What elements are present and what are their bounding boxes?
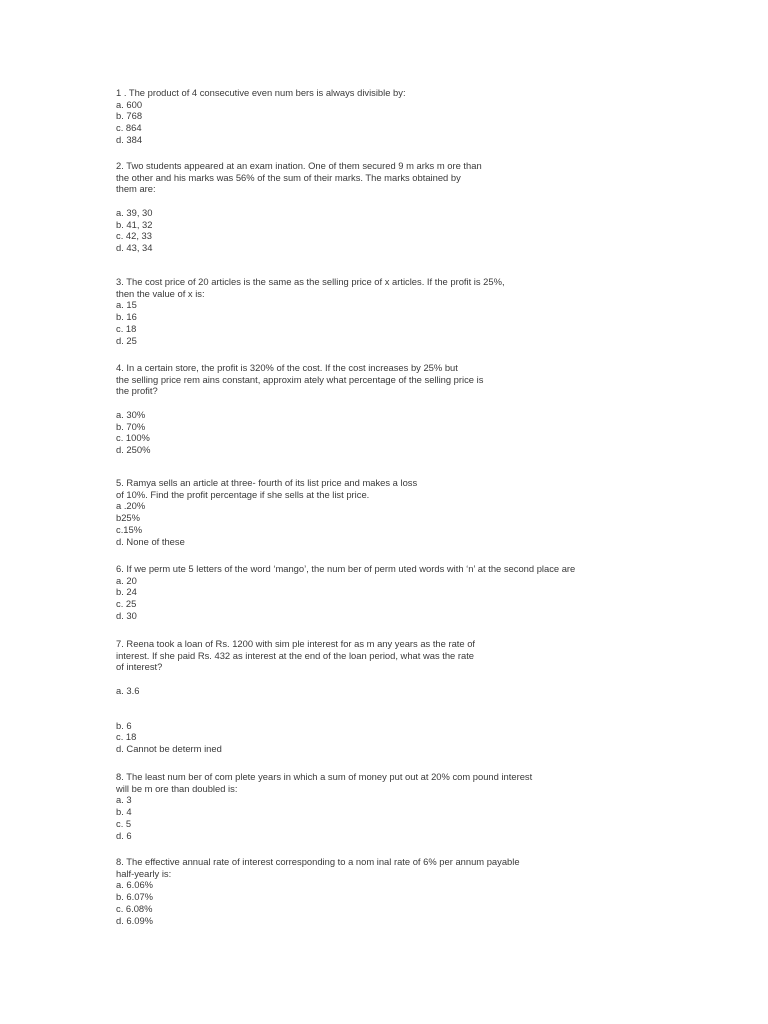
question-text: 5. Ramya sells an article at three- fourth of its list price and makes a loss bbox=[116, 477, 418, 488]
option-c: c. 100% bbox=[116, 432, 150, 444]
option-c: c. 5 bbox=[116, 817, 132, 829]
option-d: d. 250% bbox=[116, 443, 151, 455]
question-text: 3. The cost price of 20 articles is the same as the selling price of x articles. If the profit is 25%, bbox=[116, 276, 505, 287]
option-b: b25% bbox=[116, 512, 140, 524]
option-c: c. 18 bbox=[116, 731, 137, 743]
question-text: 7. Reena took a loan of Rs. 1200 with sim ple interest for as m any years as the rate of bbox=[116, 638, 476, 649]
option-b: b. 24 bbox=[116, 586, 137, 598]
option-a: a. 39, 30 bbox=[116, 206, 153, 218]
question-text: will be m ore than doubled is: bbox=[116, 782, 238, 794]
question-6 bbox=[116, 563, 716, 622]
option-b: b. 4 bbox=[116, 806, 132, 818]
question-text: 8. The least num ber of com plete years in which a sum of money put out at 20% com pound interest bbox=[116, 771, 533, 782]
option-d: d. 6.09% bbox=[116, 914, 154, 926]
question-text: the other and his marks was 56% of the sum of their marks. The marks obtained by bbox=[116, 171, 461, 183]
option-a: a. 3.6 bbox=[116, 684, 140, 696]
option-a: a. 6.06% bbox=[116, 879, 154, 891]
option-a: a .20% bbox=[116, 500, 146, 512]
question-text: 1 . The product of 4 consecutive even num bers is always divisible by: bbox=[116, 87, 406, 98]
question-text: 4. In a certain store, the profit is 320% of the cost. If the cost increases by 25% but bbox=[116, 362, 458, 373]
option-b: b. 16 bbox=[116, 311, 137, 323]
option-d: d. 384 bbox=[116, 133, 143, 145]
question-text: half-yearly is: bbox=[116, 867, 172, 879]
question-3 bbox=[116, 276, 716, 346]
question-7 bbox=[116, 638, 716, 755]
option-c: c. 42, 33 bbox=[116, 230, 152, 242]
option-d: d. 25 bbox=[116, 334, 137, 346]
option-a: a. 15 bbox=[116, 299, 137, 311]
question-4 bbox=[116, 362, 716, 456]
question-text: of 10%. Find the profit percentage if she sells at the list price. bbox=[116, 488, 370, 500]
question-text: the selling price rem ains constant, approxim ately what percentage of the selling price is bbox=[116, 373, 484, 385]
question-text: 6. If we perm ute 5 letters of the word ‘mango’, the num ber of perm uted words with ‘n’ at the second place are bbox=[116, 563, 576, 574]
option-b: b. 768 bbox=[116, 110, 143, 122]
option-c: c. 6.08% bbox=[116, 902, 153, 914]
option-a: a. 20 bbox=[116, 574, 137, 586]
option-c: c. 864 bbox=[116, 122, 142, 134]
question-text: the profit? bbox=[116, 385, 158, 397]
question-text: then the value of x is: bbox=[116, 287, 205, 299]
question-9 bbox=[116, 856, 716, 926]
question-8 bbox=[116, 771, 716, 841]
option-a: a. 3 bbox=[116, 794, 132, 806]
option-a: a. 30% bbox=[116, 408, 146, 420]
option-a: a. 600 bbox=[116, 98, 143, 110]
question-text: 8. The effective annual rate of interest corresponding to a nom inal rate of 6% per annum payable bbox=[116, 856, 520, 867]
option-d: d. Cannot be determ ined bbox=[116, 742, 222, 754]
question-text: 2. Two students appeared at an exam ination. One of them secured 9 m arks m ore than bbox=[116, 160, 482, 171]
option-c: c. 18 bbox=[116, 322, 137, 334]
option-d: d. 6 bbox=[116, 829, 132, 841]
option-b: b. 6.07% bbox=[116, 891, 154, 903]
question-5 bbox=[116, 477, 716, 547]
option-b: b. 41, 32 bbox=[116, 218, 153, 230]
option-d: d. 43, 34 bbox=[116, 241, 153, 253]
option-b: b. 6 bbox=[116, 719, 132, 731]
question-2 bbox=[116, 160, 716, 254]
question-text: interest. If she paid Rs. 432 as interest at the end of the loan period, what was the rate bbox=[116, 649, 475, 661]
question-1 bbox=[116, 87, 716, 146]
option-c: c.15% bbox=[116, 523, 143, 535]
option-d: d. 30 bbox=[116, 609, 137, 621]
option-c: c. 25 bbox=[116, 598, 137, 610]
option-b: b. 70% bbox=[116, 420, 146, 432]
option-d: d. None of these bbox=[116, 535, 185, 547]
question-text: them are: bbox=[116, 183, 156, 195]
question-text: of interest? bbox=[116, 661, 163, 673]
